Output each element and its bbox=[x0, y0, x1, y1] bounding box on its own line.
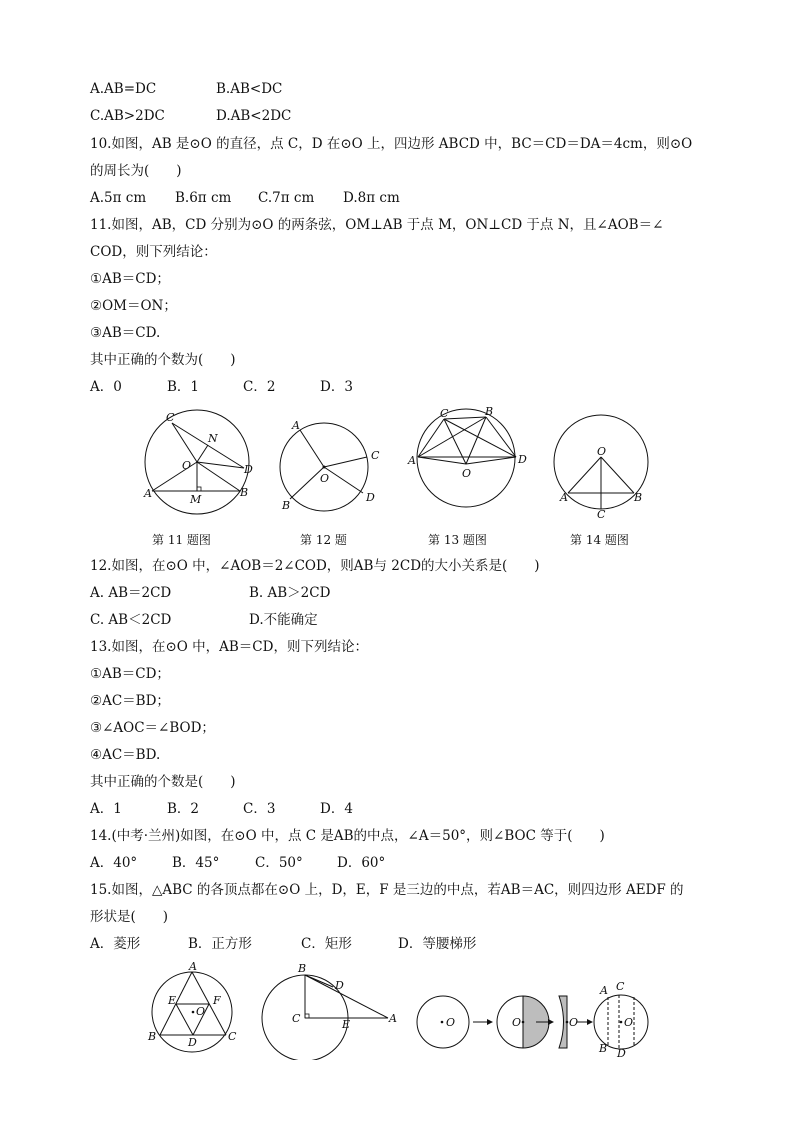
fig15-label-c: C bbox=[228, 1030, 237, 1043]
fig12-label-a: A bbox=[292, 419, 300, 432]
caption-fig11: 第 11 题图 bbox=[152, 533, 211, 547]
q12-option-b: B. AB＞2CD bbox=[249, 585, 331, 601]
q15-stem-line1: 15.如图，△ABC 的各顶点都在⊙O 上，D，E，F 是三边的中点，若AB＝AC，则四边形 AEDF 的 bbox=[90, 882, 684, 898]
figure-12 bbox=[280, 419, 380, 512]
q11-conclusion-3: ③AB＝CD. bbox=[90, 325, 161, 341]
fig15-label-e: E bbox=[168, 994, 177, 1007]
fold-step3-label-o: O bbox=[569, 1016, 579, 1029]
q10-option-d: D.8π cm bbox=[343, 190, 400, 206]
q11-option-d: D．3 bbox=[320, 379, 353, 395]
fig15-label-b: B bbox=[148, 1030, 157, 1043]
fold-final-label-a: A bbox=[600, 984, 608, 997]
q13-option-b: B．2 bbox=[167, 801, 200, 817]
q10-stem-line1: 10.如图，AB 是⊙O 的直径，点 C，D 在⊙O 上，四边形 ABCD 中，BC＝CD＝DA＝4cm，则⊙O bbox=[90, 136, 693, 152]
q14-option-b: B．45° bbox=[172, 855, 220, 871]
fig11-label-o: O bbox=[182, 459, 192, 472]
fig15-label-d: D bbox=[188, 1036, 197, 1049]
q9-option-a: A.AB=DC bbox=[90, 81, 157, 97]
fig12-label-o: O bbox=[320, 472, 330, 485]
fold-final-label-o: O bbox=[624, 1016, 634, 1029]
q10-option-c: C.7π cm bbox=[258, 190, 315, 206]
q10-stem-line2: 的周长为( ) bbox=[90, 163, 182, 179]
caption-fig13: 第 13 题图 bbox=[428, 533, 487, 547]
q14-option-d: D．60° bbox=[337, 855, 386, 871]
fig14-label-a: A bbox=[560, 491, 568, 504]
fig12-label-c: C bbox=[371, 449, 380, 462]
fig11-label-c: C bbox=[166, 411, 175, 424]
q13-conclusion-1: ①AB＝CD； bbox=[90, 666, 170, 682]
q15-option-d: D．等腰梯形 bbox=[398, 936, 477, 952]
fig13-label-c: C bbox=[440, 407, 449, 420]
q14-stem: 14.(中考·兰州)如图，在⊙O 中，点 C 是AB的中点，∠A＝50°，则∠BOC 等于( ) bbox=[90, 828, 605, 844]
q13-ask: 其中正确的个数是( ) bbox=[90, 774, 236, 790]
fold-final-label-d: D bbox=[617, 1047, 626, 1060]
fig15-label-o: O bbox=[196, 1005, 206, 1018]
tangent-label-a: A bbox=[389, 1012, 397, 1025]
q13-conclusion-3: ③∠AOC＝∠BOD； bbox=[90, 720, 215, 736]
q10-option-a: A.5π cm bbox=[90, 190, 147, 206]
q12-option-d: D.不能确定 bbox=[249, 612, 318, 628]
fig13-label-a: A bbox=[408, 454, 416, 467]
q13-conclusion-2: ②AC＝BD； bbox=[90, 693, 170, 709]
q11-option-a: A．0 bbox=[90, 379, 122, 395]
q12-option-c: C. AB＜2CD bbox=[90, 612, 172, 628]
fig12-label-b: B bbox=[282, 499, 291, 512]
fig14-label-c: C bbox=[597, 508, 606, 521]
q11-conclusion-2: ②OM＝ON； bbox=[90, 298, 177, 314]
fig11-label-n: N bbox=[208, 432, 218, 445]
fold-step1-label-o: O bbox=[446, 1016, 456, 1029]
fold-final-label-b: B bbox=[599, 1042, 608, 1055]
figure-14 bbox=[554, 415, 648, 521]
fig13-label-b: B bbox=[485, 405, 494, 418]
figure-tangent bbox=[262, 962, 397, 1060]
q14-option-a: A．40° bbox=[90, 855, 138, 871]
fig11-label-a: A bbox=[144, 487, 152, 500]
figure-11 bbox=[143, 410, 253, 514]
q13-option-c: C．3 bbox=[243, 801, 276, 817]
q10-option-b: B.6π cm bbox=[175, 190, 232, 206]
q9-option-c: C.AB>2DC bbox=[90, 108, 165, 124]
q12-stem: 12.如图，在⊙O 中，∠AOB＝2∠COD，则AB与 2CD的大小关系是( ) bbox=[90, 558, 540, 574]
fig12-label-d: D bbox=[366, 491, 375, 504]
q13-conclusion-4: ④AC＝BD. bbox=[90, 747, 161, 763]
fig13-label-d: D bbox=[518, 453, 527, 466]
figure-row-1 bbox=[140, 405, 660, 525]
q13-option-a: A．1 bbox=[90, 801, 122, 817]
fold-step2-label-o: O bbox=[512, 1016, 522, 1029]
q13-stem: 13.如图，在⊙O 中，AB＝CD，则下列结论： bbox=[90, 639, 368, 655]
q11-stem-line2: COD，则下列结论： bbox=[90, 244, 217, 260]
caption-fig12: 第 12 题 bbox=[300, 533, 347, 547]
q15-option-a: A．菱形 bbox=[90, 936, 141, 952]
q15-option-c: C．矩形 bbox=[301, 936, 352, 952]
q9-option-b: B.AB<DC bbox=[216, 81, 283, 97]
caption-fig14: 第 14 题图 bbox=[570, 533, 629, 547]
figure-13 bbox=[407, 405, 527, 507]
q9-option-d: D.AB<2DC bbox=[216, 108, 292, 124]
tangent-label-b: B bbox=[298, 962, 307, 975]
fig14-label-b: B bbox=[634, 491, 643, 504]
fig11-label-d: D bbox=[244, 463, 253, 476]
q15-option-b: B．正方形 bbox=[188, 936, 252, 952]
figure-folding-sequence bbox=[417, 980, 648, 1060]
tangent-label-e: E bbox=[342, 1018, 351, 1031]
fig14-label-o: O bbox=[597, 445, 607, 458]
fig15-label-a: A bbox=[189, 960, 197, 973]
q12-option-a: A. AB＝2CD bbox=[90, 585, 172, 601]
figure-15 bbox=[147, 960, 237, 1052]
tangent-label-d: D bbox=[335, 979, 344, 992]
fig11-label-b: B bbox=[240, 486, 249, 499]
q15-stem-line2: 形状是( ) bbox=[90, 909, 169, 925]
q11-option-c: C．2 bbox=[243, 379, 276, 395]
q11-ask: 其中正确的个数为( ) bbox=[90, 352, 236, 368]
q11-stem-line1: 11.如图，AB，CD 分别为⊙O 的两条弦，OM⊥AB 于点 M，ON⊥CD 于点 N，且∠AOB＝∠ bbox=[90, 217, 664, 233]
fig11-label-m: M bbox=[190, 493, 202, 506]
figure-row-2 bbox=[140, 960, 670, 1060]
fig13-label-o: O bbox=[462, 467, 472, 480]
tangent-label-c: C bbox=[292, 1012, 301, 1025]
q14-option-c: C．50° bbox=[255, 855, 303, 871]
fold-final-label-c: C bbox=[616, 980, 625, 993]
q13-option-d: D．4 bbox=[320, 801, 353, 817]
fig15-label-f: F bbox=[213, 994, 221, 1007]
q11-option-b: B．1 bbox=[167, 379, 200, 395]
q11-conclusion-1: ①AB＝CD； bbox=[90, 271, 170, 287]
